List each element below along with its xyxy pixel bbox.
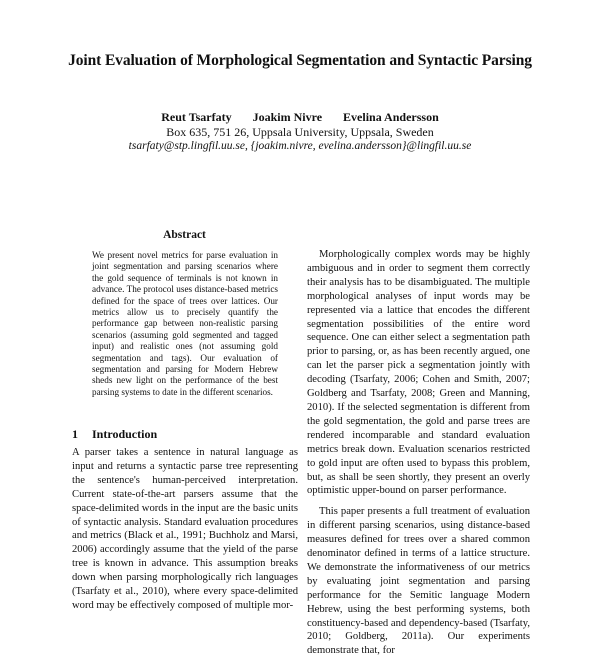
right-column <box>307 248 530 658</box>
author-name: Evelina Andersson <box>343 110 439 124</box>
author-list <box>0 110 600 125</box>
abstract-heading: Abstract <box>163 229 206 241</box>
author-emails: tsarfaty@stp.lingfil.uu.se, {joakim.nivre, evelina.andersson}@lingfil.uu.se <box>128 140 472 152</box>
author-name: Joakim Nivre <box>252 110 323 124</box>
body-paragraph: Morphologically complex words may be highly ambiguous and in order to segment them correctly their analysis has to be disambiguated. The multiple morphological analyses of input words may be represented via a lattice that encodes the different segmentation possibilities of the entire word sequence. One can either select a segmentation path prior to parsing, or, as has been recently argued, one can let the parser pick a segmentation jointly with decoding (Tsarfaty, 2006; Cohen and Smith, 2007; Goldberg and Tsarfaty, 2008; Green and Manning, 2010). If the selected segmentation is different from the gold segmentation, the gold and parse trees are rendered incomparable and standard evaluation metrics break down. Evaluation scenarios restricted to gold input are often used to bypass this problem, but, as shall be seen shortly, they present an overly optimistic upper-bound on parser performance. <box>307 249 530 497</box>
paper-title: Joint Evaluation of Morphological Segmentation and Syntactic Parsing <box>68 52 532 69</box>
author-affiliation: Box 635, 751 26, Uppsala University, Uppsala, Sweden <box>166 125 434 139</box>
section-title: Introduction <box>92 427 158 441</box>
body-paragraph: This paper presents a full treatment of evaluation in different parsing scenarios, using distance-based measures defined for trees over a shared common denominator defined in terms of a lattice structure. We demonstrate the informativeness of our metrics by evaluating joint segmentation and parsing performance for the Semitic language Modern Hebrew, using the best performing systems, both constituency-based and dependency-based (Tsarfaty, 2010; Goldberg, 2011a). Our experiments demonstrate that, for <box>307 506 530 657</box>
author-name: Reut Tsarfaty <box>161 110 232 124</box>
section-number: 1 <box>72 427 78 441</box>
introduction-body: A parser takes a sentence in natural language as input and returns a syntactic parse tree representing the sentence's human-perceived interpretation. Current state-of-the-art parsers assume that the space-delimited words in the input are the basic units of syntactic analysis. Standard evaluation procedures and metrics (Black et al., 1991; Buchholz and Marsi, 2006) accordingly assume that the yield of the parse tree is known in advance. This assumption breaks down when parsing morphologically rich languages (Tsarfaty et al., 2010), where every space-delimited word may be effectively composed of multiple mor- <box>72 447 298 611</box>
section-heading <box>72 427 157 442</box>
abstract-body: We present novel metrics for parse evaluation in joint segmentation and parsing scenarios where the gold sequence of terminals is not known in advance. The protocol uses distance-based metrics defined for the space of trees over lattices. Our metrics allow us to precisely quantify the performance gap between non-realistic parsing scenarios (assuming gold segmented and tagged input) and realistic ones (not assuming gold segmentation and tags). Our evaluation of segmentation and parsing for Modern Hebrew sheds new light on the performance of the best parsing systems to date in the different scenarios. <box>92 250 278 397</box>
